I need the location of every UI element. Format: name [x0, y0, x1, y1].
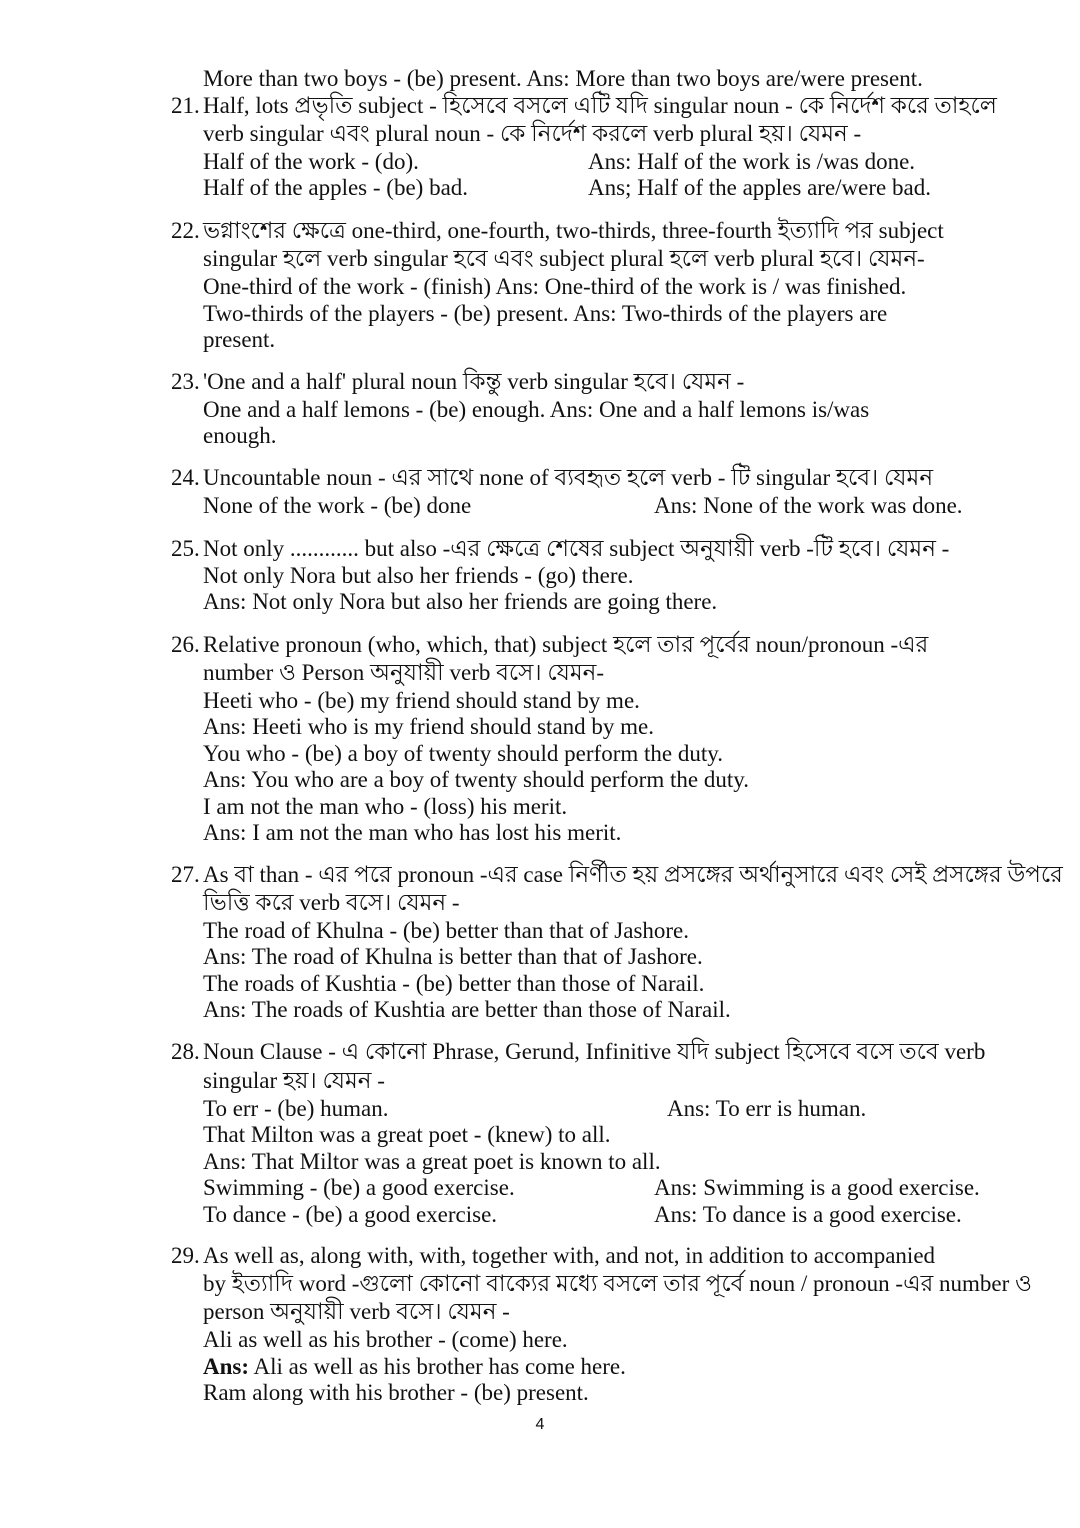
example-answer: Ans: Half of the work is /was done. [588, 149, 916, 174]
answer-line [203, 1354, 626, 1380]
text-line: I am not the man who - (loss) his merit. [203, 794, 568, 819]
rule-22-line-2: singular হলে verb singular হবে এবং subject plural হলে verb plural হবে। যেমন- [203, 246, 925, 271]
text-line: Ans: I am not the man who has lost his merit. [203, 820, 622, 845]
text-line: Ans: That Miltor was a great poet is known to all. [203, 1149, 661, 1174]
rule-26-line-1: Relative pronoun (who, which, that) subject হলে তার পূর্বের noun/pronoun -এর [203, 632, 929, 657]
text-line: Ans: Heeti who is my friend should stand by me. [203, 714, 655, 739]
rule-29-line-1: As well as, along with, with, together with, and not, in addition to accompanied [203, 1243, 936, 1268]
text-line: Ram along with his brother - (be) present. [203, 1380, 589, 1405]
example-row [203, 175, 1063, 201]
item-number-28: 28. [171, 1039, 200, 1064]
rule-27-line-2: ভিত্তি করে verb বসে। যেমন - [203, 890, 460, 915]
example-question: To dance - (be) a good exercise. [203, 1202, 498, 1227]
text-line: Ali as well as his brother - (come) here. [203, 1327, 568, 1352]
example-row [203, 149, 1063, 175]
rule-26-line-2: number ও Person অনুযায়ী verb বসে। যেমন- [203, 660, 605, 685]
example-question: Swimming - (be) a good exercise. [203, 1175, 515, 1200]
item-number-21: 21. [171, 93, 200, 118]
example-question: Half of the work - (do). [203, 149, 419, 174]
rule-22-line-1: ভগ্নাংশের ক্ষেত্রে one-third, one-fourth, two-thirds, three-fourth ইত্যাদি পর subject [203, 218, 944, 243]
rule-21-line-2: verb singular এবং plural noun - কে নির্দেশ করলে verb plural হয়। যেমন - [203, 121, 862, 146]
item-number-25: 25. [171, 536, 200, 561]
rule-23-line-1: 'One and a half' plural noun কিন্তু verb singular হবে। যেমন - [203, 369, 745, 394]
text-line: The roads of Kushtia - (be) better than those of Narail. [203, 971, 705, 996]
text-line: More than two boys - (be) present. Ans: More than two boys are/were present. [203, 66, 923, 91]
text-line: Ans: The roads of Kushtia are better than those of Narail. [203, 997, 731, 1022]
rule-21-line-1: Half, lots প্রভৃতি subject - হিসেবে বসলে এটি যদি singular noun - কে নির্দেশ করে তাহলে [203, 93, 997, 118]
rule-25-line-1: Not only ............ but also -এর ক্ষেত্রে শেষের subject অনুযায়ী verb -টি হবে। যেমন - [203, 536, 950, 561]
item-number-27: 27. [171, 862, 200, 887]
answer-label: Ans: [203, 1354, 250, 1379]
item-number-29: 29. [171, 1243, 200, 1268]
example-answer: Ans: Swimming is a good exercise. [654, 1175, 980, 1200]
example-row [203, 1175, 1063, 1201]
answer-text: Ali as well as his brother has come here. [249, 1354, 626, 1379]
text-line: The road of Khulna - (be) better than that of Jashore. [203, 918, 690, 943]
item-number-23: 23. [171, 369, 200, 394]
example-answer: Ans: To err is human. [667, 1096, 867, 1121]
rule-28-line-2: singular হয়। যেমন - [203, 1068, 385, 1093]
text-line: Ans: The road of Khulna is better than that of Jashore. [203, 944, 703, 969]
example-row [203, 1096, 1063, 1122]
example-row [203, 1202, 1063, 1228]
item-number-22: 22. [171, 218, 200, 243]
example-answer: Ans: To dance is a good exercise. [654, 1202, 962, 1227]
text-line: Two-thirds of the players - (be) present. Ans: Two-thirds of the players are [203, 301, 888, 326]
text-line: That Milton was a great poet - (knew) to all. [203, 1122, 611, 1147]
page-number: 4 [535, 1416, 545, 1433]
text-line: Ans: Not only Nora but also her friends are going there. [203, 589, 718, 614]
rule-29-line-3: person অনুযায়ী verb বসে। যেমন - [203, 1299, 510, 1324]
rule-27-line-1: As বা than - এর পরে pronoun -এর case নির্ণীত হয় প্রসঙ্গের অর্থানুসারে এবং সেই প্রসঙ্গের উপরে [203, 862, 1063, 887]
example-question: To err - (be) human. [203, 1096, 389, 1121]
text-line: Heeti who - (be) my friend should stand by me. [203, 688, 640, 713]
example-question: None of the work - (be) done [203, 493, 472, 518]
rule-28-line-1: Noun Clause - এ কোনো Phrase, Gerund, Infinitive যদি subject হিসেবে বসে তবে verb [203, 1039, 986, 1064]
example-row [203, 493, 1063, 519]
item-number-24: 24. [171, 465, 200, 490]
text-line: You who - (be) a boy of twenty should perform the duty. [203, 741, 723, 766]
text-line: present. [203, 327, 276, 352]
text-line: enough. [203, 423, 277, 448]
rule-24-line-1: Uncountable noun - এর সাথে none of ব্যবহৃত হলে verb - টি singular হবে। যেমন [203, 465, 934, 490]
text-line: One and a half lemons - (be) enough. Ans: One and a half lemons is/was [203, 397, 870, 422]
rule-29-line-2: by ইত্যাদি word -গুলো কোনো বাক্যের মধ্যে বসলে তার পূর্বে noun / pronoun -এর number ও [203, 1271, 1032, 1296]
text-line: Ans: You who are a boy of twenty should perform the duty. [203, 767, 749, 792]
example-answer: Ans: None of the work was done. [654, 493, 963, 518]
text-line: One-third of the work - (finish) Ans: One-third of the work is / was finished. [203, 274, 907, 299]
example-answer: Ans; Half of the apples are/were bad. [588, 175, 931, 200]
item-number-26: 26. [171, 632, 200, 657]
example-question: Half of the apples - (be) bad. [203, 175, 469, 200]
text-line: Not only Nora but also her friends - (go) there. [203, 563, 634, 588]
